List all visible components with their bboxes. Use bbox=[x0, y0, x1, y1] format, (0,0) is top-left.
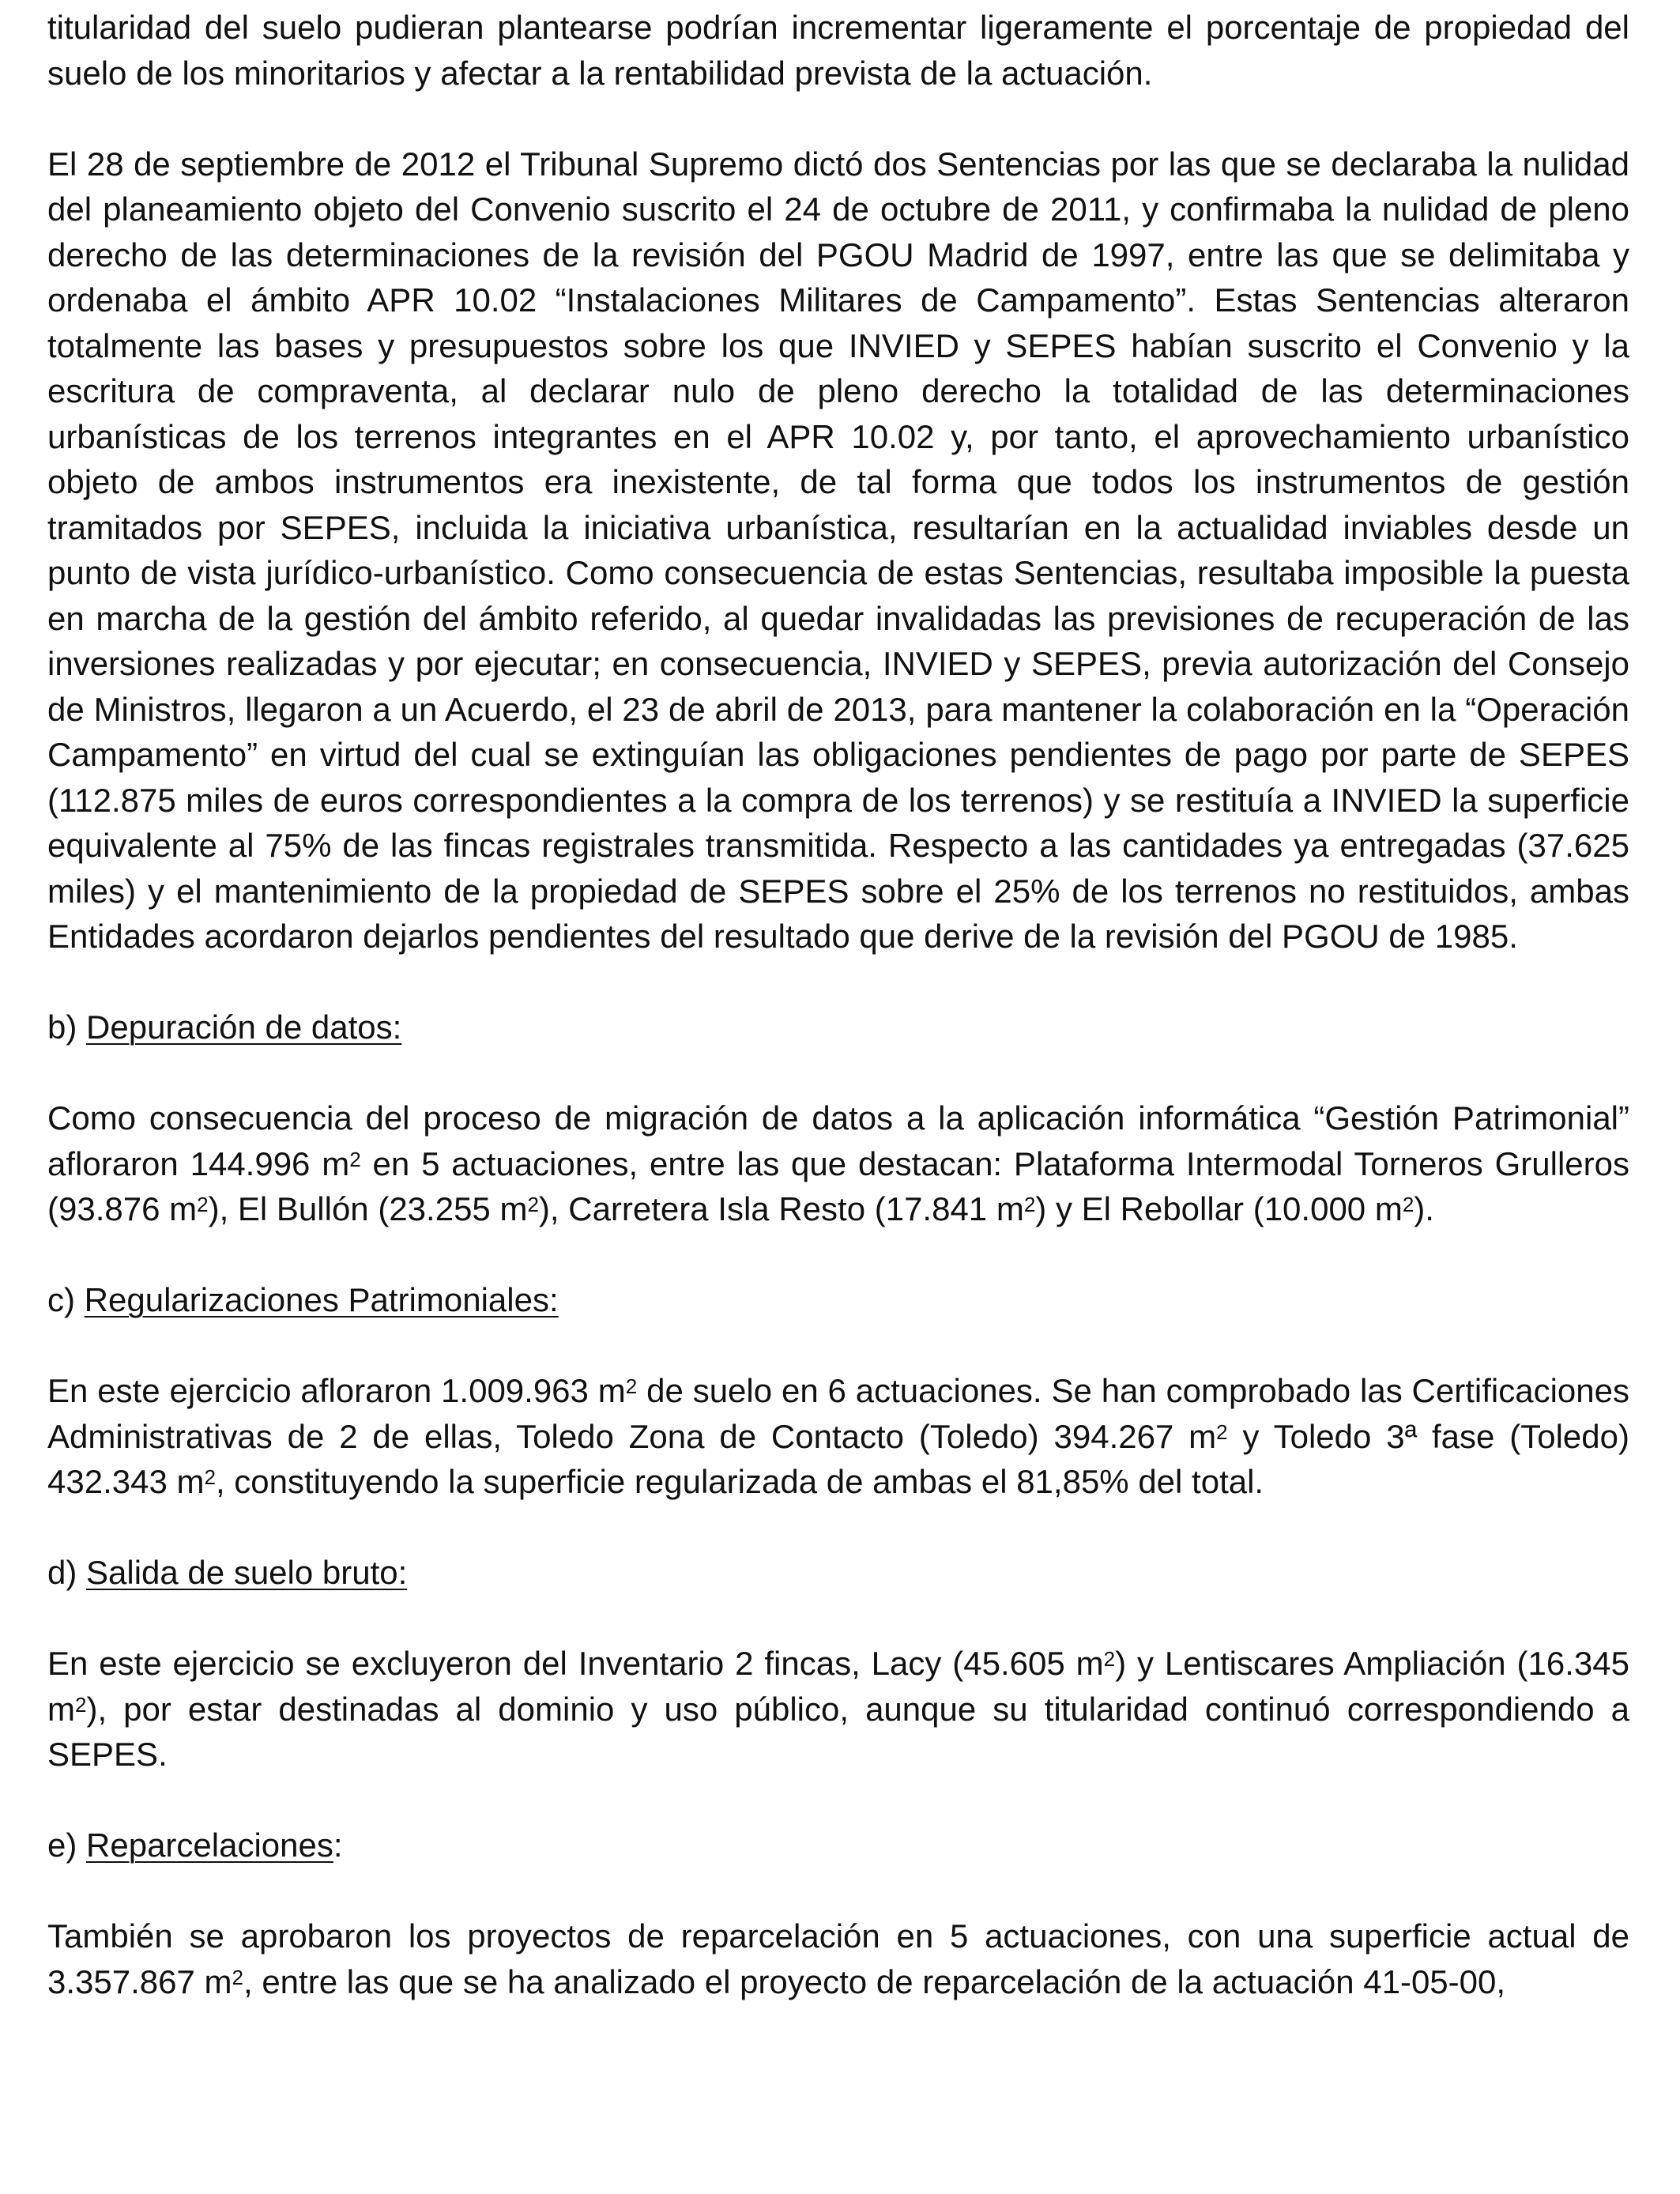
spacer bbox=[47, 1232, 1629, 1278]
spacer bbox=[47, 1050, 1629, 1096]
paragraph-sentencias: El 28 de septiembre de 2012 el Tribunal Supremo dictó dos Sentencias por las que se declaraba la nulidad del planeamiento objeto del Convenio suscrito el 24 de octubre de 2011, y confirmaba la nulidad de pleno derecho de las determinaciones de la revisión del PGOU Madrid de 1997, entre las que se delimitaba y ordenaba el ámbito APR 10.02 “Instalaciones Militares de Campamento”. Estas Sentencias alteraron totalmente las bases y presupuestos sobre los que INVIED y SEPES habían suscrito el Convenio y la escritura de compraventa, al declarar nulo de pleno derecho la totalidad de las determinaciones urbanísticas de los terrenos integrantes en el APR 10.02 y, por tanto, el aprovechamiento urbanístico objeto de ambos instrumentos era inexistente, de tal forma que todos los instrumentos de gestión tramitados por SEPES, incluida la iniciativa urbanística, resultarían en la actualidad inviables desde un punto de vista jurídico-urbanístico. Como consecuencia de estas Sentencias, resultaba imposible la puesta en marcha de la gestión del ámbito referido, al quedar invalidadas las previsiones de recuperación de las inversiones realizadas y por ejecutar; en consecuencia, INVIED y SEPES, previa autorización del Consejo de Ministros, llegaron a un Acuerdo, el 23 de abril de 2013, para mantener la colaboración en la “Operación Campamento” en virtud del cual se extinguían las obligaciones pendientes de pago por parte de SEPES (112.875 miles de euros correspondientes a la compra de los terrenos) y se restituía a INVIED la superficie equivalente al 75% de las fincas registrales transmitida. Respecto a las cantidades ya entregadas (37.625 miles) y el mantenimiento de la propiedad de SEPES sobre el 25% de los terrenos no restituidos, ambas Entidades acordaron dejarlos pendientes del resultado que derive de la revisión del PGOU de 1985. bbox=[47, 145, 1629, 955]
section-d-marker: d) bbox=[47, 1554, 87, 1591]
spacer bbox=[47, 1777, 1629, 1823]
document-page bbox=[47, 5, 1629, 2004]
superscript: 2 bbox=[197, 1193, 209, 1216]
spacer bbox=[47, 1505, 1629, 1551]
section-e-title: Reparcelaciones bbox=[86, 1826, 333, 1864]
superscript: 2 bbox=[75, 1692, 87, 1717]
spacer bbox=[47, 959, 1629, 1005]
text-run: y Toledo 3ª fase (Toledo) 432.343 m bbox=[47, 1417, 1629, 1500]
superscript: 2 bbox=[349, 1147, 361, 1171]
section-d-heading bbox=[47, 1550, 1629, 1596]
section-c-title: Regularizaciones Patrimoniales: bbox=[84, 1281, 559, 1318]
text-run: , constituyendo la superficie regularizada de ambas el 81,85% del total. bbox=[215, 1463, 1264, 1500]
section-e-marker: e) bbox=[47, 1826, 87, 1864]
section-d-title: Salida de suelo bruto: bbox=[86, 1554, 408, 1591]
text-run: ) y El Rebollar (10.000 m bbox=[1035, 1190, 1403, 1227]
superscript: 2 bbox=[232, 1965, 243, 1989]
text-run: ), Carretera Isla Resto (17.841 m bbox=[538, 1190, 1024, 1227]
superscript: 2 bbox=[1023, 1193, 1036, 1216]
text-run: ). bbox=[1414, 1190, 1434, 1227]
superscript: 2 bbox=[1103, 1647, 1116, 1671]
text-run: , entre las que se ha analizado el proyecto de reparcelación de la actuación 41-05-00, bbox=[243, 1962, 1506, 2000]
paragraph-titularidad: titularidad del suelo pudieran plantearse podrían incrementar ligeramente el porcentaje de propiedad del suelo de los minoritarios y afectar a la rentabilidad prevista de la actuación. bbox=[47, 9, 1629, 92]
superscript: 2 bbox=[1402, 1193, 1414, 1216]
section-c-heading bbox=[47, 1277, 1629, 1323]
text-run: En este ejercicio afloraron 1.009.963 m bbox=[47, 1372, 626, 1409]
spacer bbox=[47, 1323, 1629, 1369]
section-e-colon: : bbox=[333, 1826, 343, 1864]
text-run: Como consecuencia del proceso de migración de datos a la aplicación informática “Gestión Patrimonial” afloraron 144.996 m bbox=[47, 1099, 1629, 1182]
spacer bbox=[47, 96, 1629, 141]
paragraph-reparcelaciones bbox=[47, 1913, 1629, 2004]
spacer bbox=[47, 1596, 1629, 1642]
text-run: ), por estar destinadas al dominio y uso público, aunque su titularidad continuó correspondiendo a SEPES. bbox=[47, 1690, 1629, 1773]
paragraph-regularizaciones bbox=[47, 1368, 1629, 1505]
text-run: En este ejercicio se excluyeron del Inventario 2 fincas, Lacy (45.605 m bbox=[47, 1645, 1104, 1682]
text-run: ) y Lentiscares Ampliación (16.345 m bbox=[47, 1645, 1630, 1728]
spacer bbox=[47, 1868, 1629, 1914]
superscript: 2 bbox=[625, 1374, 638, 1398]
section-b-heading bbox=[47, 1005, 1629, 1050]
section-c-marker: c) bbox=[47, 1281, 85, 1318]
section-b-marker: b) bbox=[47, 1008, 87, 1046]
section-b-title: Depuración de datos: bbox=[86, 1008, 402, 1046]
superscript: 2 bbox=[1216, 1419, 1228, 1444]
text-run: ), El Bullón (23.255 m bbox=[208, 1190, 528, 1227]
paragraph-depuracion bbox=[47, 1095, 1629, 1232]
paragraph-salida-suelo bbox=[47, 1641, 1629, 1777]
section-e-heading bbox=[47, 1823, 1629, 1868]
superscript: 2 bbox=[527, 1193, 539, 1216]
text-run: de suelo en 6 actuaciones. Se han comprobado las Certificaciones Administrativas de 2 de ellas, Toledo Zona de Contacto (Toledo) 394.267 m bbox=[47, 1372, 1629, 1455]
text-run: en 5 actuaciones, entre las que destacan: Plataforma Intermodal Torneros Grulleros (93.876 m bbox=[47, 1144, 1629, 1227]
superscript: 2 bbox=[204, 1465, 216, 1489]
text-run: También se aprobaron los proyectos de reparcelación en 5 actuaciones, con una superficie actual de 3.357.867 m bbox=[47, 1917, 1629, 2000]
